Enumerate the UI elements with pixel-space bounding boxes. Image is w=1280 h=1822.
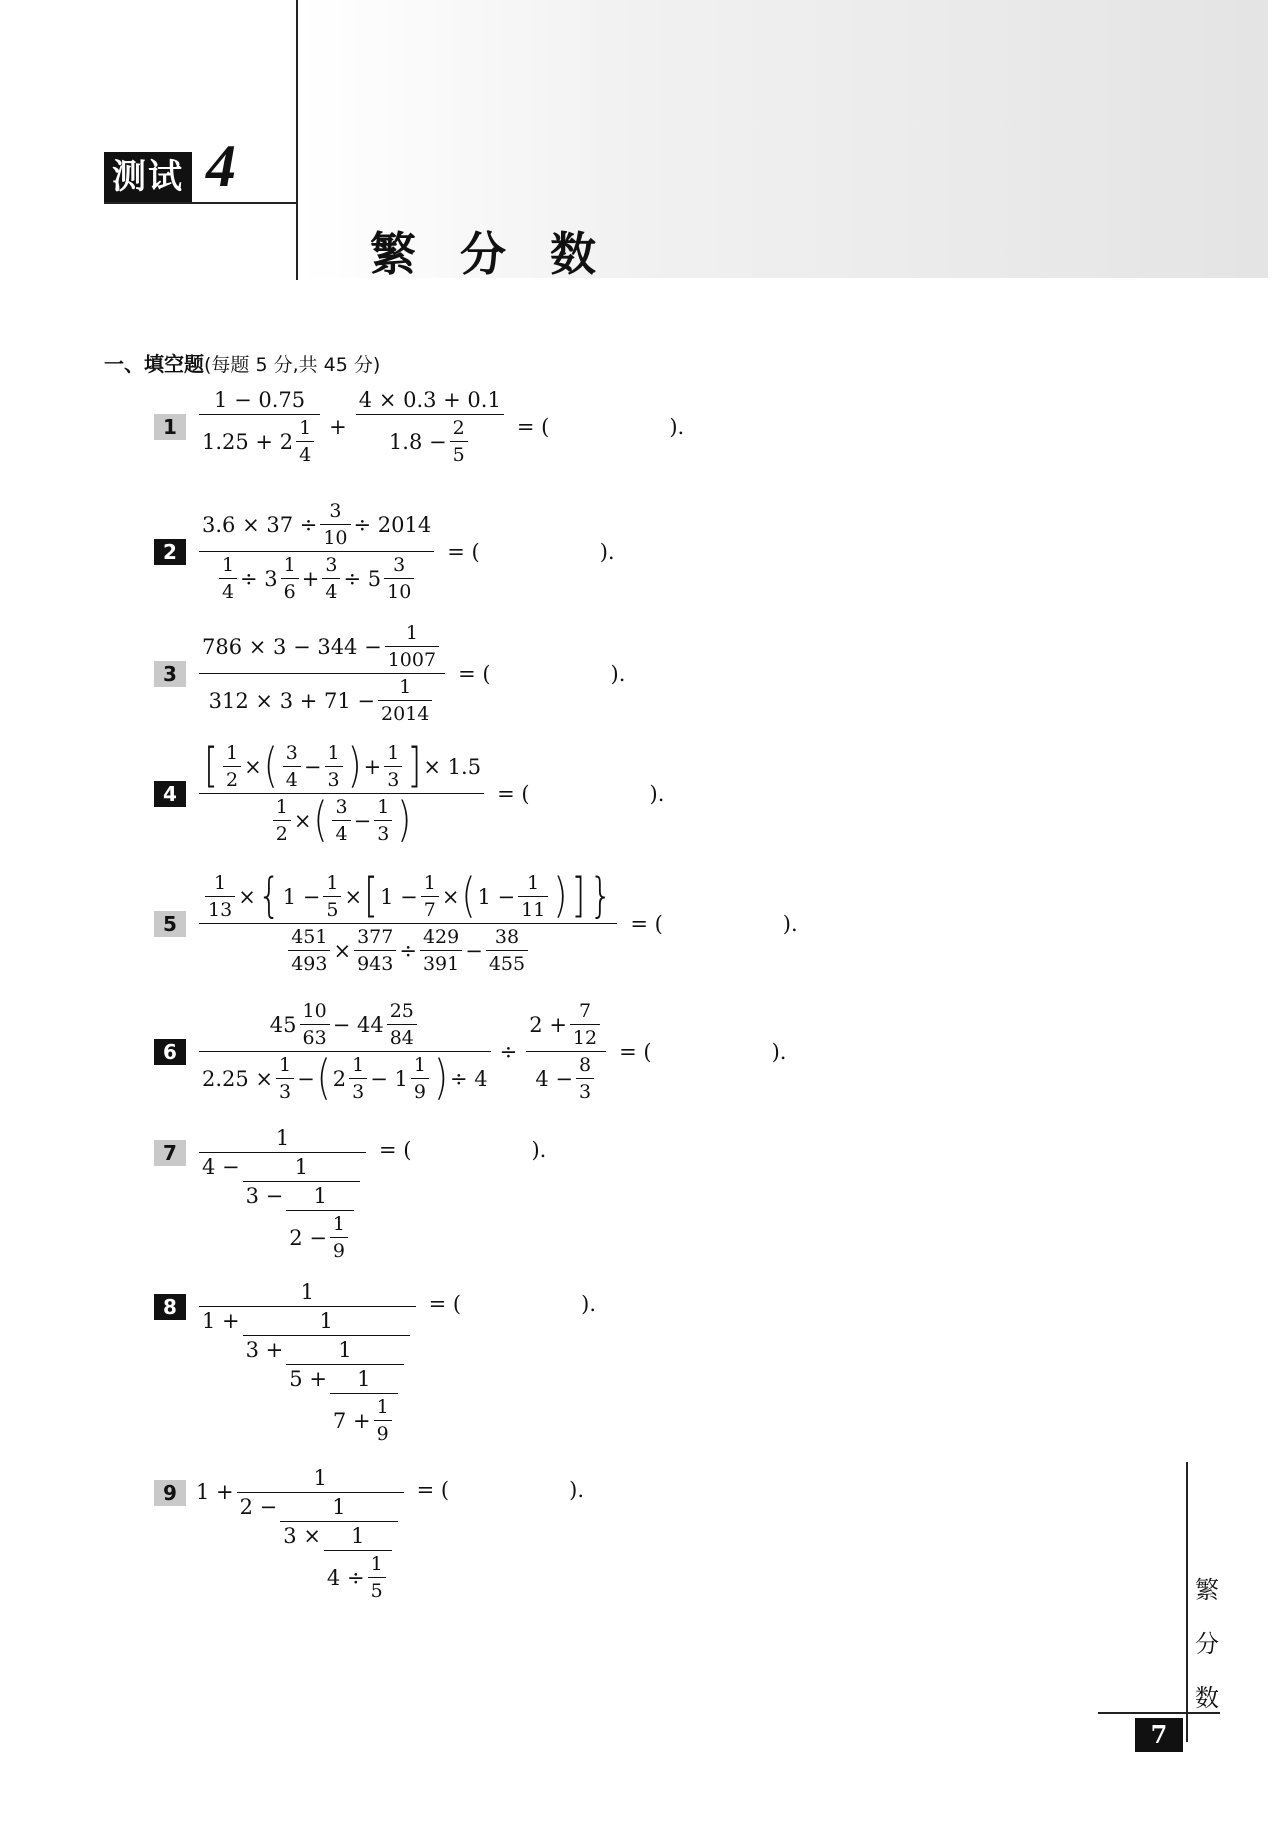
- question-number: 6: [154, 1039, 186, 1065]
- question-number: 5: [154, 911, 186, 937]
- question-number: 4: [154, 781, 186, 807]
- question-number: 8: [154, 1294, 186, 1320]
- question-number: 3: [154, 661, 186, 687]
- question-6: 6 45 10 63 − 44 25 84 2.25 × 1 3 − ( 2 1 3 − 1 1 9 ) ÷ 4 ÷ 2 + 7 12 4 − 8 3 = ( ).: [154, 1000, 786, 1103]
- question-2: 2 3.6 × 37 ÷ 3 10 ÷ 2014 1 4 ÷ 3 1 6 + 3 4 ÷ 5 3 10 = ( ).: [154, 500, 615, 603]
- sidebar-divider: [1186, 1462, 1188, 1742]
- question-7: 7 1 4 − 1 3 − 1 2 − 1 9 = ( ).: [154, 1126, 546, 1262]
- question-number: 9: [154, 1480, 186, 1506]
- sidebar-char: 分: [1195, 1630, 1219, 1658]
- header-divider: [296, 0, 298, 280]
- section-heading: [104, 348, 380, 377]
- page-title: 繁分数: [370, 227, 640, 281]
- answer-blank[interactable]: = ( ).: [447, 539, 615, 564]
- question-5: 5 1 13 × { 1 − 1 5 × [ 1 − 1 7 × ( 1 − 1 11 ) ] } 451 493 × 377 943 ÷ 429 391 − 38 455 = ( ).: [154, 872, 798, 975]
- test-number: 4: [206, 133, 236, 199]
- section-points: (每题 5 分,共 45 分): [204, 354, 381, 376]
- sidebar-char: 繁: [1195, 1576, 1219, 1604]
- question-3: 3 786 × 3 − 344 − 1 1007 312 × 3 + 71 − 1 2014 = ( ).: [154, 622, 625, 725]
- answer-blank[interactable]: = ( ).: [497, 781, 665, 806]
- question-number: 2: [154, 539, 186, 565]
- answer-blank[interactable]: = ( ).: [516, 415, 685, 439]
- header-rule: [104, 202, 298, 204]
- answer-blank[interactable]: = ( ).: [379, 1138, 547, 1162]
- answer-blank[interactable]: = ( ).: [619, 1039, 787, 1064]
- answer-blank[interactable]: = ( ).: [428, 1292, 596, 1316]
- question-number: 7: [154, 1140, 186, 1166]
- answer-blank[interactable]: = ( ).: [416, 1478, 584, 1502]
- page-number: 7: [1135, 1718, 1183, 1752]
- section-label: 一、填空题: [104, 352, 204, 376]
- answer-blank[interactable]: = ( ).: [630, 911, 798, 936]
- question-4: 4 [ 1 2 × ( 3 4 − 1 3 ) + 1 3 ] × 1.5 1 2 × ( 3 4 − 1 3 ) = ( ).: [154, 742, 664, 845]
- answer-blank[interactable]: = ( ).: [458, 661, 626, 686]
- question-8: 8 1 1 + 1 3 + 1 5 + 1 7 + 1 9 = ( ).: [154, 1280, 596, 1445]
- sidebar-char: 数: [1195, 1684, 1219, 1712]
- question-number: 1: [154, 414, 186, 440]
- test-badge: 测试: [104, 152, 192, 202]
- question-1: 1 1 − 0.75 1.25 + 2 1 4 + 4 × 0.3 + 0.1 1.8 − 2 5 = ( ).: [154, 388, 684, 466]
- question-9: 9 1 + 1 2 − 1 3 × 1 4 ÷ 1 5 = ( ).: [154, 1466, 584, 1602]
